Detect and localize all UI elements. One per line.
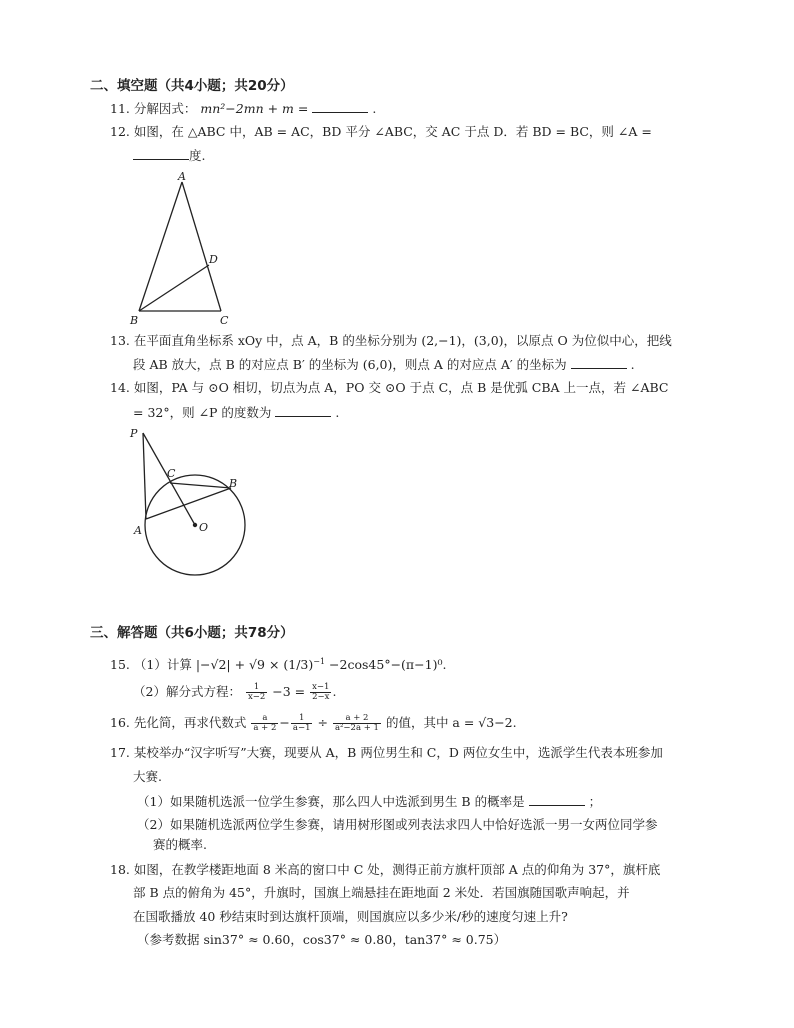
question-14 bbox=[110, 380, 668, 396]
q11-period: . bbox=[372, 101, 377, 116]
q12-number: 12. bbox=[110, 124, 130, 139]
side-ac bbox=[182, 182, 221, 311]
q14-answer-blank bbox=[275, 404, 331, 417]
label-c: C bbox=[167, 467, 176, 480]
q18-text-line1: 如图，在教学楼距地面 8 米高的窗口中 C 处，测得正前方旗杆顶部 A 点的仰角为 37°，旗杆底 bbox=[133, 862, 661, 877]
label-p: P bbox=[130, 427, 138, 440]
label-b: B bbox=[229, 477, 238, 490]
q13-line2 bbox=[133, 356, 635, 373]
q12-answer-blank bbox=[133, 147, 189, 160]
question-11 bbox=[110, 100, 376, 117]
label-a: A bbox=[178, 170, 186, 183]
q15-part2 bbox=[133, 683, 336, 702]
q11-number: 11. bbox=[110, 101, 130, 116]
label-b: B bbox=[130, 314, 139, 327]
q15-part1-label: （1）计算 bbox=[133, 657, 192, 673]
label-o: O bbox=[199, 521, 209, 534]
q15-part1-expr-a: |−√2| + √9 × (1/3) bbox=[195, 657, 314, 673]
q14-text-line2: = 32°，则 ∠P 的度数为 bbox=[133, 405, 272, 420]
question-15 bbox=[110, 654, 446, 673]
q15-part2-label: （2）解分式方程： bbox=[133, 684, 241, 699]
q16-fraction-3: $\frac{a + 2}{\text{a²−2a + 1}}$ bbox=[334, 713, 379, 733]
q13-text-line2: 段 AB 放大，点 B 的对应点 B′ 的坐标为 (6,0)，则点 A 的对应点 A′ 的坐标为 bbox=[133, 357, 567, 372]
q17-part2-line2: 赛的概率. bbox=[153, 837, 207, 852]
q15-part1-expr-b: −2cos45°−(π−1)⁰. bbox=[329, 657, 447, 673]
q18-text-line2: 部 B 点的俯角为 45°，升旗时，国旗上端悬挂在距地面 2 米处．若国旗随国歌声响起，并 bbox=[133, 885, 630, 900]
q18-reference-data: （参考数据 sin37° ≈ 0.60，cos37° ≈ 0.80，tan37° ≈ 0.75） bbox=[137, 932, 507, 947]
q11-text: 分解因式： bbox=[133, 101, 197, 116]
q15-part2-end: . bbox=[332, 684, 337, 699]
q17-part2-line1: （2）如果随机选派两位学生参赛，请用树形图或列表法求四人中恰好选派一男一女两位同学参 bbox=[137, 817, 658, 832]
question-18 bbox=[110, 862, 660, 878]
q13-number: 13. bbox=[110, 333, 130, 348]
label-d: D bbox=[209, 253, 218, 266]
q17-text-line2: 大赛. bbox=[133, 769, 162, 784]
chord-cb bbox=[170, 483, 231, 488]
q16-fraction-2: $\frac{1}{a-1}$ bbox=[292, 713, 311, 733]
q14-circle-figure bbox=[128, 425, 258, 585]
q12-line2 bbox=[133, 147, 205, 164]
q16-op2: ÷ bbox=[317, 715, 328, 730]
side-ab bbox=[139, 182, 182, 311]
question-12 bbox=[110, 124, 652, 140]
segment-bd bbox=[139, 265, 209, 311]
q17-number: 17. bbox=[110, 745, 130, 760]
q16-number: 16. bbox=[110, 715, 130, 730]
q18-text-line3: 在国歌播放 40 秒结束时到达旗杆顶端，则国旗应以多少米/秒的速度匀速上升? bbox=[133, 909, 568, 924]
question-16 bbox=[110, 714, 517, 733]
q15-fraction-1: $\frac{1}{x-2}$ bbox=[247, 682, 266, 702]
q17-text-line1: 某校举办“汉字听写”大赛，现要从 A，B 两位男生和 C，D 两位女生中，选派学生代表本班参加 bbox=[133, 745, 663, 760]
label-c: C bbox=[220, 314, 229, 327]
q15-number: 15. bbox=[110, 657, 130, 673]
q16-text: 先化简，再求代数式 bbox=[133, 715, 247, 730]
q15-part1-exponent: −1 bbox=[313, 657, 326, 666]
label-a: A bbox=[134, 524, 142, 537]
q17-part1-text: （1）如果随机选派一位学生参赛，那么四人中选派到男生 B 的概率是 bbox=[137, 794, 525, 809]
q13-period: . bbox=[630, 357, 635, 372]
q11-expression: mn²−2mn + m = bbox=[200, 101, 309, 116]
q14-text-line1: 如图，PA 与 ⊙O 相切，切点为点 A，PO 交 ⊙O 于点 C，点 B 是优弧 CBA 上一点，若 ∠ABC bbox=[133, 380, 669, 395]
q14-period: . bbox=[335, 405, 340, 420]
section-3-title: 三、解答题（共6小题；共78分） bbox=[90, 625, 294, 641]
q13-answer-blank bbox=[571, 356, 627, 369]
question-17 bbox=[110, 745, 663, 761]
question-13 bbox=[110, 333, 672, 349]
tangent-pa bbox=[143, 433, 146, 519]
q17-answer-blank bbox=[529, 793, 585, 806]
q11-answer-blank bbox=[312, 100, 368, 113]
q12-text-line1: 如图，在 △ABC 中，AB = AC，BD 平分 ∠ABC，交 AC 于点 D．若 BD = BC，则 ∠A = bbox=[133, 124, 652, 139]
q12-unit: 度. bbox=[189, 148, 206, 163]
center-dot bbox=[193, 523, 197, 527]
q12-triangle-figure bbox=[128, 168, 238, 328]
q14-number: 14. bbox=[110, 380, 130, 395]
q15-fraction-2: $\frac{x-1}{2-x}$ bbox=[312, 682, 330, 702]
q15-part2-middle: −3 = bbox=[272, 684, 306, 699]
q18-number: 18. bbox=[110, 862, 130, 877]
q17-part1 bbox=[137, 793, 601, 810]
section-2-title: 二、填空题（共4小题；共20分） bbox=[90, 78, 294, 94]
q17-part1-end: ； bbox=[588, 794, 602, 809]
q14-line2 bbox=[133, 404, 339, 421]
q16-op1: − bbox=[279, 715, 290, 730]
q16-tail: 的值，其中 a = √3−2. bbox=[385, 715, 517, 730]
q16-fraction-1: $\frac{a}{a + 2}$ bbox=[253, 713, 277, 733]
q13-text-line1: 在平面直角坐标系 xOy 中，点 A，B 的坐标分别为 (2,−1)，(3,0)，以原点 O 为位似中心，把线 bbox=[133, 333, 672, 348]
